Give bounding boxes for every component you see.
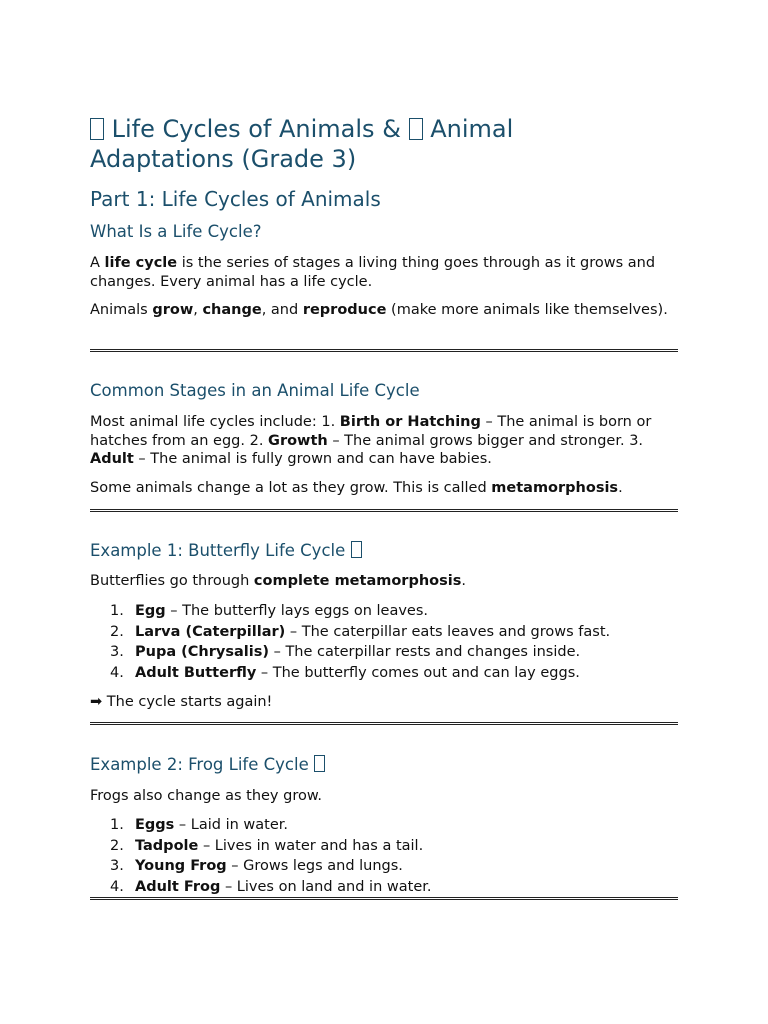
stages-paragraph: Most animal life cycles include: 1. Birth or Hatching – The animal is born or hatches from an egg. 2. Growth – The animal grows bigger and stronger. 3. Adult – The animal is fully grown and can have babies. — [90, 414, 652, 467]
section-divider — [90, 897, 678, 900]
metamorphosis-paragraph: Some animals change a lot as they grow. This is called metamorphosis. — [90, 480, 623, 496]
placeholder-glyph-icon — [351, 541, 362, 558]
placeholder-glyph-icon — [409, 118, 423, 140]
list-item: 4. Adult Butterfly – The butterfly comes out and can lay eggs. — [110, 664, 580, 681]
frog-steps-list — [90, 815, 431, 897]
part1-heading: Part 1: Life Cycles of Animals — [90, 187, 381, 211]
placeholder-glyph-icon — [314, 755, 325, 772]
butterfly-steps-list — [90, 601, 610, 683]
list-item: 3. Pupa (Chrysalis) – The caterpillar rests and changes inside. — [110, 644, 581, 660]
page-title — [90, 114, 650, 174]
stages-heading: Common Stages in an Animal Life Cycle — [90, 381, 420, 400]
title-part-2: Animal — [430, 115, 514, 143]
right-arrow-icon: ➡ — [90, 694, 103, 710]
title-part-1: Life Cycles of Animals & — [111, 115, 401, 143]
list-item: 1. Eggs – Laid in water. — [110, 817, 288, 833]
title-line-2: Adaptations (Grade 3) — [90, 145, 357, 173]
frog-heading: Example 2: Frog Life Cycle — [90, 754, 325, 776]
list-item: 4. Adult Frog – Lives on land and in water. — [110, 878, 432, 895]
butterfly-intro: Butterflies go through complete metamorphosis. — [90, 573, 466, 589]
what-is-heading: What Is a Life Cycle? — [90, 222, 262, 241]
life-cycle-definition: A life cycle is the series of stages a living thing goes through as it grows and changes. Every animal has a life cycle. — [90, 255, 656, 290]
list-item: 3. Young Frog – Grows legs and lungs. — [110, 858, 403, 874]
list-item: 2. Larva (Caterpillar) – The caterpillar eats leaves and grows fast. — [110, 623, 611, 640]
list-item: 2. Tadpole – Lives in water and has a tail. — [110, 837, 424, 854]
frog-intro: Frogs also change as they grow. — [90, 788, 322, 804]
section-divider — [90, 349, 678, 352]
animals-grow-paragraph: Animals grow, change, and reproduce (make more animals like themselves). — [90, 302, 668, 318]
placeholder-glyph-icon — [90, 118, 104, 140]
list-item: 1. Egg – The butterfly lays eggs on leaves. — [110, 603, 429, 619]
butterfly-heading: Example 1: Butterfly Life Cycle — [90, 540, 362, 562]
section-divider — [90, 722, 678, 725]
cycle-restart-note: ➡ The cycle starts again! — [90, 694, 273, 710]
section-divider — [90, 509, 678, 512]
